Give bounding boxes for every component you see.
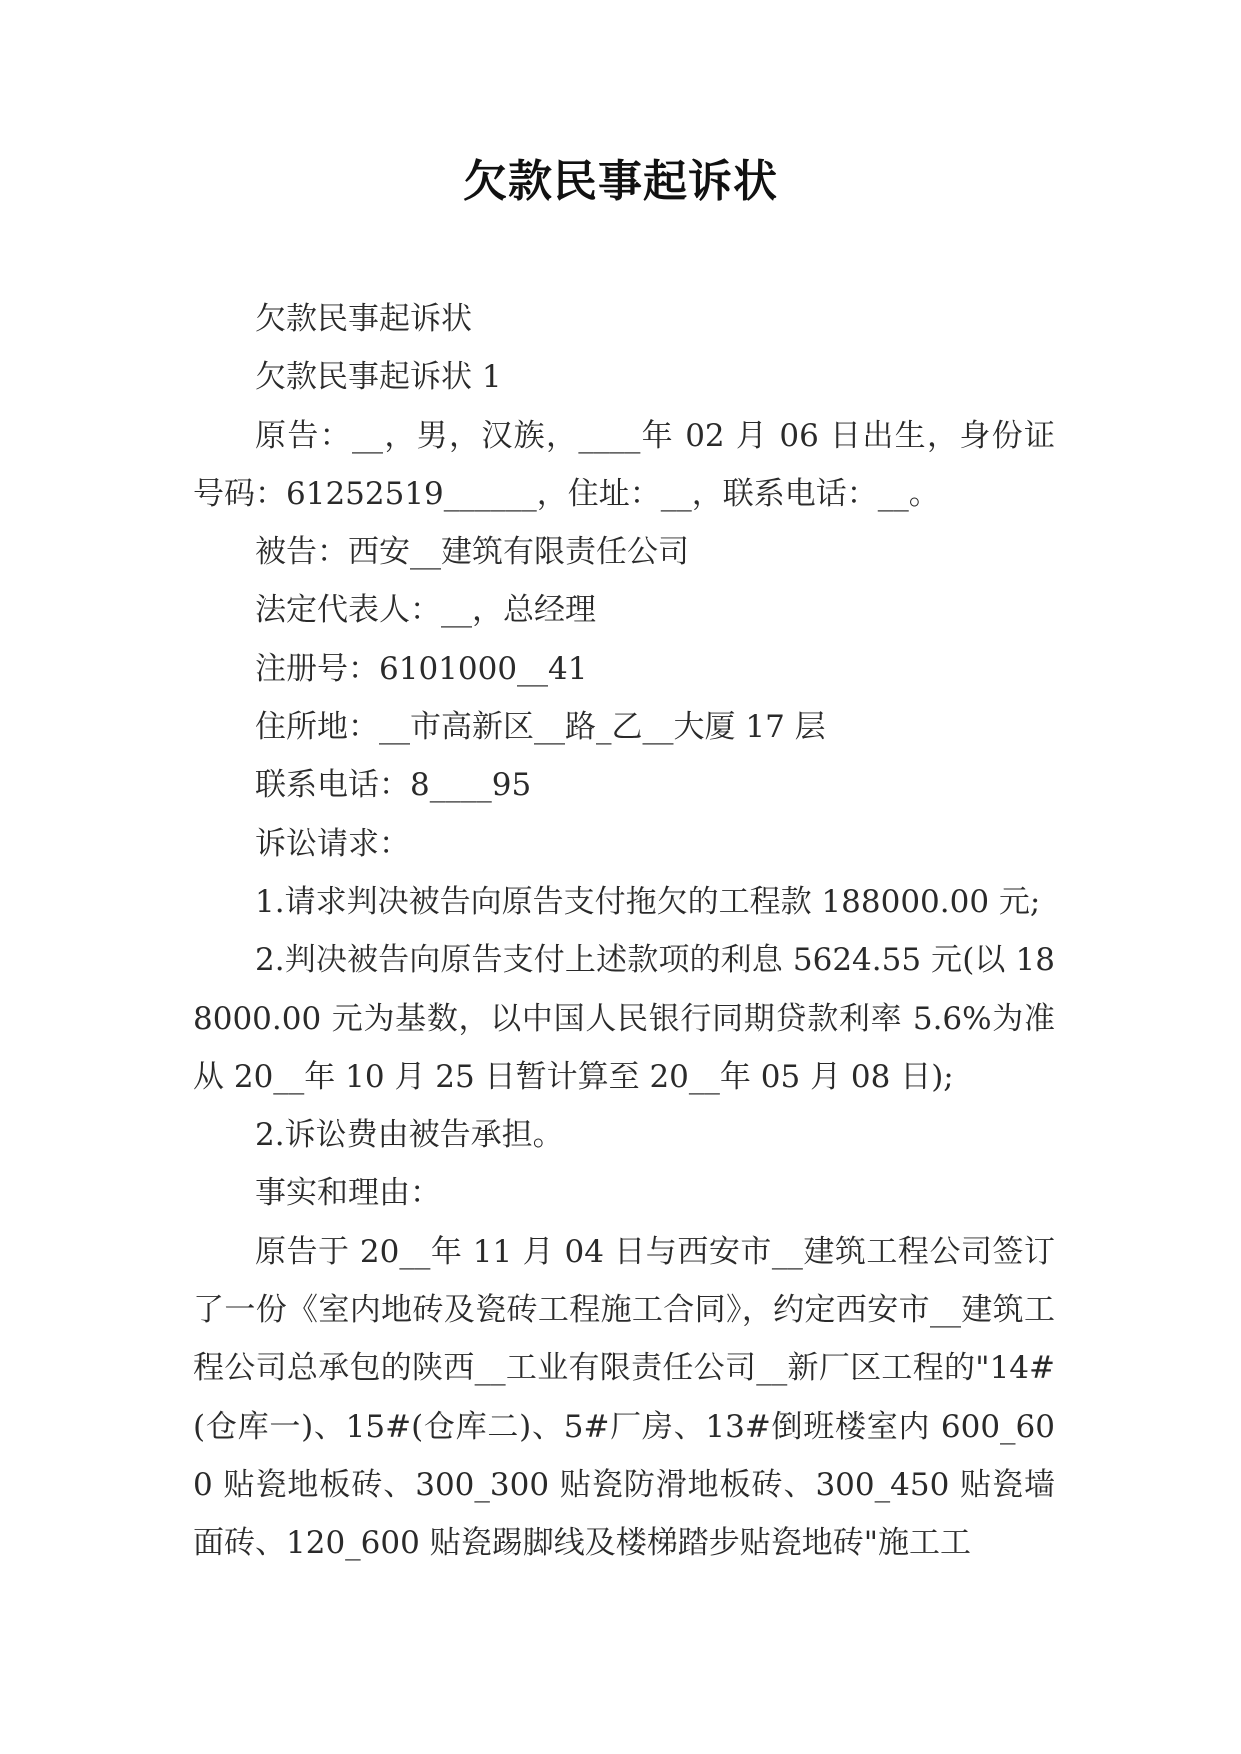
paragraph-defendant: 被告：西安__建筑有限责任公司 <box>255 534 689 571</box>
paragraph-facts-heading: 事实和理由： <box>255 1175 441 1212</box>
paragraph-plaintiff: 原告：__，男，汉族，____年 02 月 06 日出生，身份证号码：61252519______，住址：__，联系电话：__。 <box>193 417 1055 512</box>
paragraph-address: 住所地：__市高新区__路_乙__大厦 17 层 <box>255 709 826 746</box>
paragraph-claim-2: 2.判决被告向原告支付上述款项的利息 5624.55 元(以 188000.00 元为基数，以中国人民银行同期贷款利率 5.6%为准从 20__年 10 月 25 日暂计算至 20__年 05 月 08 日); <box>193 942 1055 1095</box>
paragraph-phone: 联系电话：8____95 <box>255 767 532 804</box>
paragraph-claims-heading: 诉讼请求： <box>255 825 410 862</box>
paragraph-claim-3: 2.诉讼费由被告承担。 <box>255 1117 564 1154</box>
paragraph-claim-1: 1.请求判决被告向原告支付拖欠的工程款 188000.00 元; <box>255 883 1041 920</box>
document-body <box>193 290 1055 1573</box>
paragraph-facts-body: 原告于 20__年 11 月 04 日与西安市__建筑工程公司签订了一份《室内地砖及瓷砖工程施工合同》，约定西安市__建筑工程公司总承包的陕西__工业有限责任公司__新厂区工程的"14#(仓库一)、15#(仓库二)、5#厂房、13#倒班楼室内 600_600 贴瓷地板砖、300_300 贴瓷防滑地板砖、300_450 贴瓷墙面砖、120_600 贴瓷踢脚线及楼梯踏步贴瓷地砖"施工工 <box>193 1233 1055 1562</box>
paragraph-heading: 欠款民事起诉状 <box>255 301 472 337</box>
paragraph-registration-number: 注册号：6101000__41 <box>255 650 588 687</box>
paragraph-legal-representative: 法定代表人：__，总经理 <box>255 592 596 629</box>
paragraph-subheading: 欠款民事起诉状 1 <box>255 359 502 396</box>
document-title: 欠款民事起诉状 <box>463 156 778 207</box>
